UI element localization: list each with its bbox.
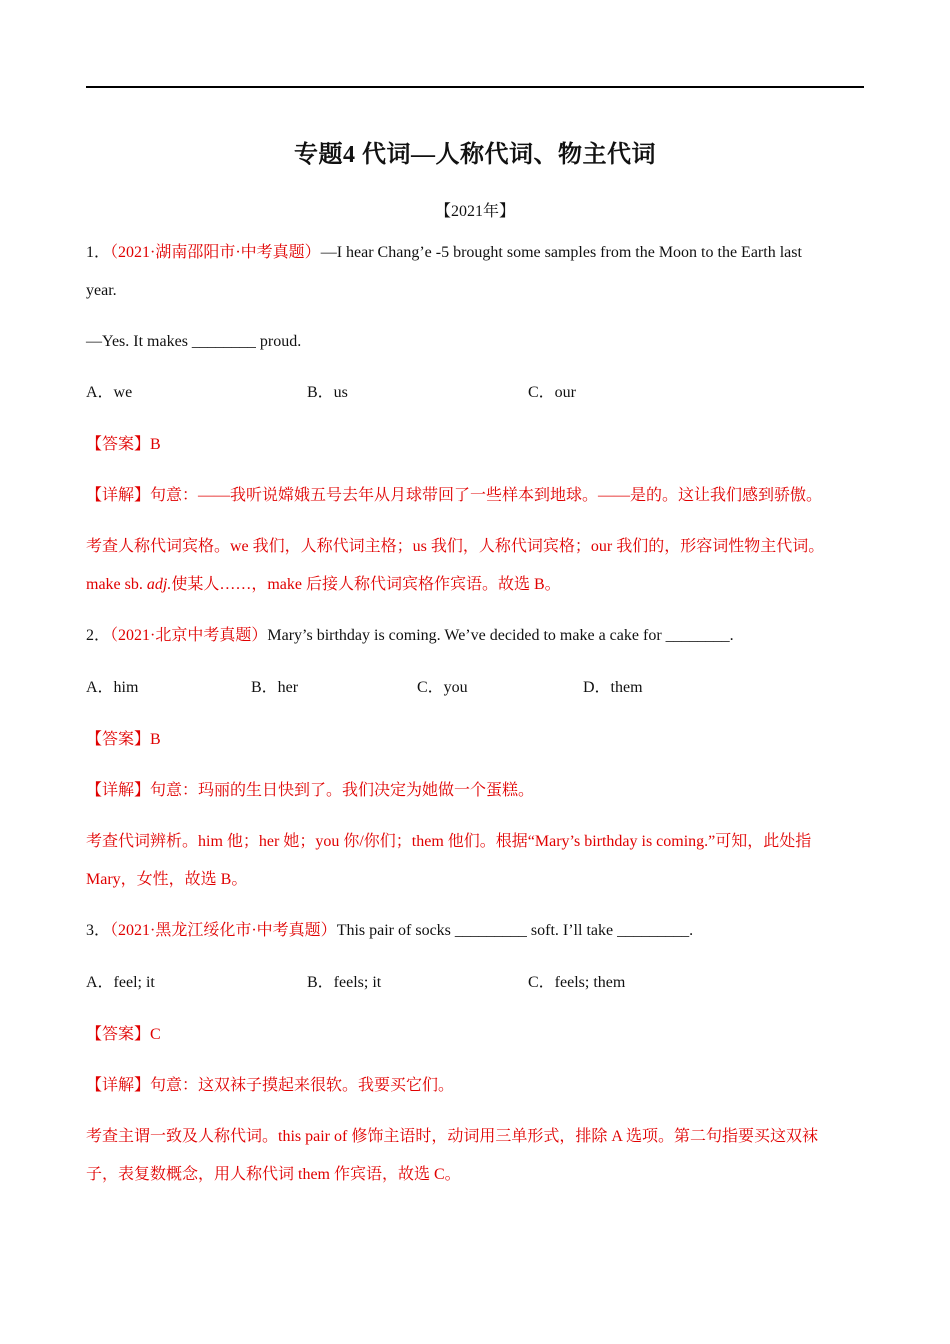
question-2-explanation: 考查代词辨析。him 他；her 她；you 你/你们；them 他们。根据“Mary’s birthday is coming.”可知，此处指 [86, 833, 812, 850]
question-1-text-cont: year. [86, 282, 117, 299]
question-3-source: （2021·黑龙江绥化市·中考真题） [110, 922, 337, 939]
question-3-explanation-cont: 子，表复数概念，用人称代词 them 作宾语，故选 C。 [86, 1166, 461, 1183]
explanation-rest: 使某人……，make 后接人称代词宾格作宾语。故选 B。 [171, 576, 561, 593]
question-1-option-c: C．our [528, 384, 577, 401]
page-title: 专题4 代词—人称代词、物主代词 [294, 142, 656, 168]
question-3-option-a: A．feel; it [86, 974, 155, 991]
year-header: 【2021年】 [434, 203, 515, 220]
question-1-number: 1． [86, 244, 111, 261]
question-2-option-d: D．them [583, 679, 643, 696]
question-2-text: Mary’s birthday is coming. We’ve decided to make a cake for ________. [267, 627, 734, 644]
header-rule [86, 86, 864, 88]
question-1-answer: 【答案】B [86, 436, 161, 453]
question-1-option-b: B．us [307, 384, 348, 401]
question-1-option-a: A．we [86, 384, 133, 401]
question-2-detail: 【详解】句意：玛丽的生日快到了。我们决定为她做一个蛋糕。 [86, 782, 535, 799]
question-1-text: —I hear Chang’e -5 brought some samples from the Moon to the Earth last [320, 244, 802, 261]
question-2-source: （2021·北京中考真题） [110, 627, 268, 644]
question-2-stem [86, 626, 734, 646]
question-2-number: 2． [86, 627, 111, 644]
question-3-detail: 【详解】句意：这双袜子摸起来很软。我要买它们。 [86, 1077, 455, 1094]
question-2-option-b: B．her [251, 679, 299, 696]
explanation-adj: adj. [146, 576, 172, 593]
question-2-option-a: A．him [86, 679, 139, 696]
question-3-explanation: 考查主谓一致及人称代词。this pair of 修饰主语时，动词用三单形式，排除 A 选项。第二句指要买这双袜 [86, 1128, 818, 1145]
question-3-option-c: C．feels; them [528, 974, 626, 991]
question-1-dialog: —Yes. It makes ________ proud. [86, 333, 302, 350]
question-1-stem [86, 243, 802, 263]
question-3-stem [86, 921, 693, 941]
question-3-text: This pair of socks _________ soft. I’ll take _________. [336, 922, 694, 939]
question-3-number: 3． [86, 922, 111, 939]
question-1-explanation: 考查人称代词宾格。we 我们，人称代词主格；us 我们，人称代词宾格；our 我们的，形容词性物主代词。 [86, 538, 825, 555]
question-1-source: （2021·湖南邵阳市·中考真题） [110, 244, 321, 261]
question-2-option-c: C．you [417, 679, 468, 696]
explanation-phrase: make sb. [86, 576, 147, 593]
question-1-detail: 【详解】句意：——我听说嫦娥五号去年从月球带回了一些样本到地球。——是的。这让我们感到骄傲。 [86, 487, 823, 504]
question-1-explanation-cont [86, 575, 561, 595]
question-3-answer: 【答案】C [86, 1026, 161, 1043]
question-3-option-b: B．feels; it [307, 974, 382, 991]
question-2-answer: 【答案】B [86, 731, 161, 748]
question-2-explanation-cont: Mary，女性，故选 B。 [86, 871, 248, 888]
